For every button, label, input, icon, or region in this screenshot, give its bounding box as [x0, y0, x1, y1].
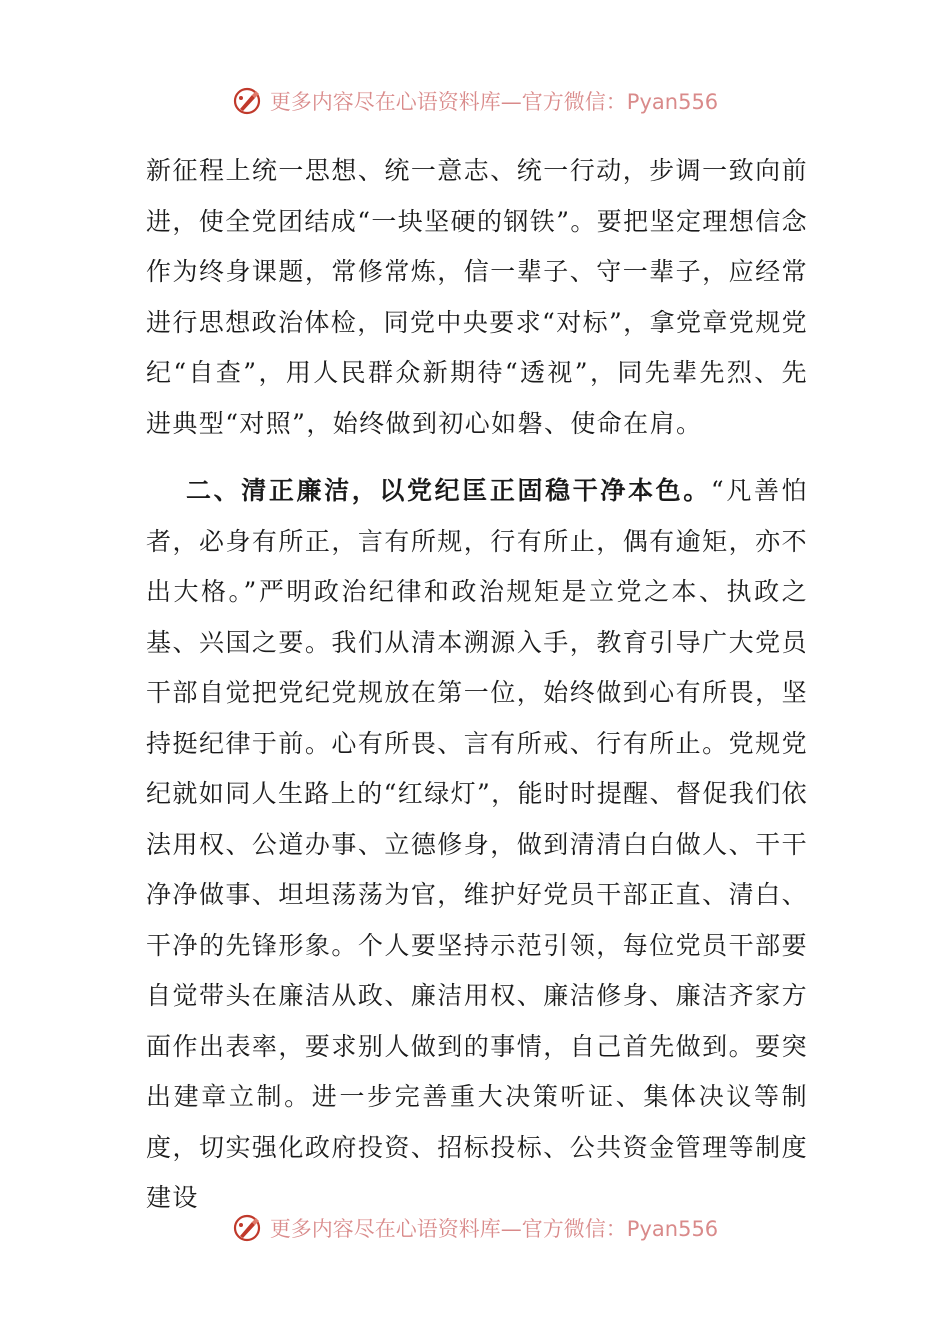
watermark-header: [0, 86, 950, 116]
watermark-text: 更多内容尽在心语资料库—官方微信：Pyan556: [269, 90, 719, 114]
paragraph-1-text: 新征程上统一思想、统一意志、统一行动，步调一致向前进，使全党团结成“一块坚硬的钢铁”。要把坚定理想信念作为终身课题，常修常炼，信一辈子、守一辈子，应经常进行思想政治体检，同党中央要求“对标”，拿党章党规党纪“自查”，用人民群众新期待“透视”，同先辈先烈、先进典型“对照”，始终做到初心如磐、使命在肩。: [146, 156, 808, 438]
pen-nib-circle-icon: [232, 1213, 262, 1243]
paragraph-1: [146, 146, 808, 449]
pen-nib-circle-icon: [232, 86, 262, 116]
paragraph-2: [146, 466, 808, 1224]
document-body: [146, 146, 808, 1224]
section-heading: 二、清正廉洁，以党纪匡正固稳干净本色。: [186, 476, 711, 505]
watermark-footer: [0, 1213, 950, 1243]
watermark-text: 更多内容尽在心语资料库—官方微信：Pyan556: [269, 1217, 719, 1241]
paragraph-2-text: “凡善怕者，必身有所正，言有所规，行有所止，偶有逾矩，亦不出大格。”严明政治纪律和政治规矩是立党之本、执政之基、兴国之要。我们从清本溯源入手，教育引导广大党员干部自觉把党纪党规放在第一位，始终做到心有所畏，坚持挺纪律于前。心有所畏、言有所戒、行有所止。党规党纪就如同人生路上的“红绿灯”，能时时提醒、督促我们依法用权、公道办事、立德修身，做到清清白白做人、干干净净做事、坦坦荡荡为官，维护好党员干部正直、清白、干净的先锋形象。个人要坚持示范引领，每位党员干部要自觉带头在廉洁从政、廉洁用权、廉洁修身、廉洁齐家方面作出表率，要求别人做到的事情，自己首先做到。要突出建章立制。进一步完善重大决策听证、集体决议等制度，切实强化政府投资、招标投标、公共资金管理等制度建设: [146, 476, 808, 1212]
